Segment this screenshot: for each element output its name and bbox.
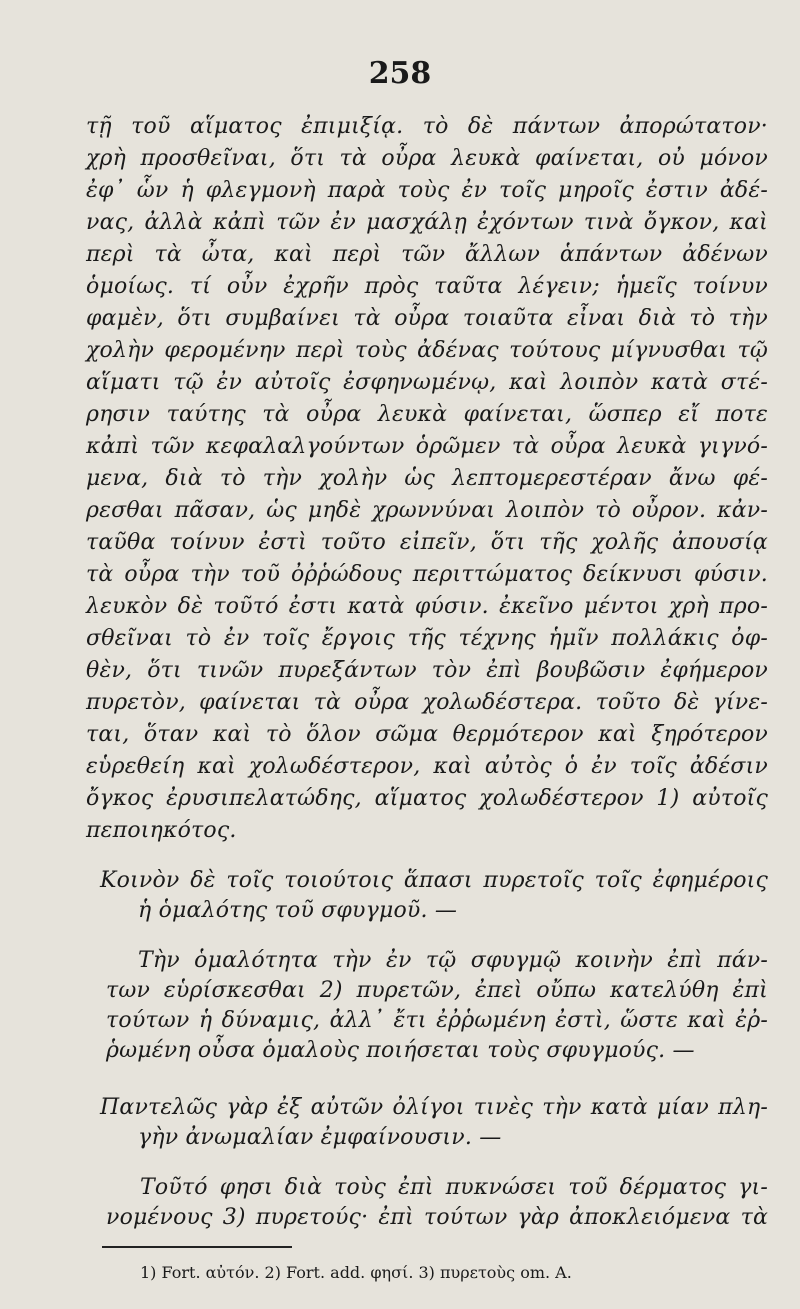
text-line: περὶ τὰ ὦτα, καὶ περὶ τῶν ἄλλων ἁπάντων ἀδένων <box>86 242 768 267</box>
text-line: χρὴ προσθεῖναι, ὅτι τὰ οὖρα λευκὰ φαίνεται, οὐ μόνον <box>86 146 768 171</box>
text-line: τὰ οὖρα τὴν τοῦ ὀῤῥώδους περιττώματος δείκνυσι φύσιν. <box>86 562 768 587</box>
text-line: ὄγκος ἐρυσιπελατώδης, αἵματος χολωδέστερον 1) αὐτοῖς <box>86 786 768 811</box>
footnote-rule <box>102 1246 292 1248</box>
text-line: Τοῦτό φησι διὰ τοὺς ἐπὶ πυκνώσει τοῦ δέρματος γι- <box>140 1175 768 1200</box>
text-line: νομένους 3) πυρετούς· ἐπὶ τούτων γὰρ ἀποκλειόμενα τὰ <box>106 1205 768 1230</box>
text-line: Τὴν ὁμαλότητα τὴν ἐν τῷ σφυγμῷ κοινὴν ἐπὶ πάν- <box>138 948 768 973</box>
lemma-line: Κοινὸν δὲ τοῖς τοιούτοις ἅπασι πυρετοῖς τοῖς ἐφημέροις <box>100 868 768 893</box>
text-line: νας, ἀλλὰ κἀπὶ τῶν ἐν μασχάλῃ ἐχόντων τινὰ ὄγκον, καὶ <box>86 210 768 235</box>
text-line: ὁμοίως. τί οὖν ἐχρῆν πρὸς ταῦτα λέγειν; ἡμεῖς τοίνυν <box>86 274 768 299</box>
text-line: ρησιν ταύτης τὰ οὖρα λευκὰ φαίνεται, ὥσπερ εἴ ποτε <box>86 402 768 427</box>
text-line: ῥωμένη οὖσα ὁμαλοὺς ποιήσεται τοὺς σφυγμούς. — <box>106 1038 695 1063</box>
text-line: πεποιηκότος. <box>86 818 237 843</box>
text-line: κἀπὶ τῶν κεφαλαλγούντων ὁρῶμεν τὰ οὖρα λευκὰ γιγνό- <box>86 434 768 459</box>
page-number: 258 <box>368 56 432 91</box>
text-line: αἵματι τῷ ἐν αὐτοῖς ἐσφηνωμένῳ, καὶ λοιπὸν κατὰ στέ- <box>86 370 768 395</box>
lemma-line: Παντελῶς γὰρ ἐξ αὐτῶν ὀλίγοι τινὲς τὴν κατὰ μίαν πλη- <box>100 1095 768 1120</box>
text-line: πυρετὸν, φαίνεται τὰ οὖρα χολωδέστερα. τοῦτο δὲ γίνε- <box>86 690 768 715</box>
text-line: των εὑρίσκεσθαι 2) πυρετῶν, ἐπεὶ οὔπω κατελύθη ἐπὶ <box>106 978 768 1003</box>
text-line: τούτων ἡ δύναμις, ἀλλ᾽ ἔτι ἐῤῥωμένη ἐστὶ, ὥστε καὶ ἐῤ- <box>106 1008 768 1033</box>
text-line: ταῦθα τοίνυν ἐστὶ τοῦτο εἰπεῖν, ὅτι τῆς χολῆς ἀπουσίᾳ <box>86 530 768 555</box>
text-line: εὑρεθείη καὶ χολωδέστερον, καὶ αὐτὸς ὁ ἐν τοῖς ἀδέσιν <box>86 754 768 779</box>
text-line: ρεσθαι πᾶσαν, ὡς μηδὲ χρωννύναι λοιπὸν τὸ οὖρον. κἀν- <box>86 498 768 523</box>
text-line: θὲν, ὅτι τινῶν πυρεξάντων τὸν ἐπὶ βουβῶσιν ἐφήμερον <box>86 658 768 683</box>
text-line: ται, ὅταν καὶ τὸ ὅλον σῶμα θερμότερον καὶ ξηρότερον <box>86 722 768 747</box>
text-line: ἐφ᾽ ὧν ἡ φλεγμονὴ παρὰ τοὺς ἐν τοῖς μηροῖς ἐστιν ἀδέ- <box>86 178 768 203</box>
text-line: φαμὲν, ὅτι συμβαίνει τὰ οὖρα τοιαῦτα εἶναι διὰ τὸ τὴν <box>86 306 768 331</box>
text-line: σθεῖναι τὸ ἐν τοῖς ἔργοις τῆς τέχνης ἡμῖν πολλάκις ὀφ- <box>86 626 768 651</box>
text-line: τῇ τοῦ αἵματος ἐπιμιξίᾳ. τὸ δὲ πάντων ἀπορώτατον· <box>86 114 768 139</box>
text-line: μενα, διὰ τὸ τὴν χολὴν ὡς λεπτομερεστέραν ἄνω φέ- <box>86 466 768 491</box>
footnotes: 1) Fort. αὐτόν. 2) Fort. add. φησί. 3) πυρετοὺς om. A. <box>140 1263 572 1282</box>
text-line: χολὴν φερομένην περὶ τοὺς ἀδένας τούτους μίγνυσθαι τῷ <box>86 338 768 363</box>
text-line: λευκὸν δὲ τοῦτό ἐστι κατὰ φύσιν. ἐκεῖνο μέντοι χρὴ προ- <box>86 594 768 619</box>
lemma-line: ἡ ὁμαλότης τοῦ σφυγμοῦ. — <box>138 898 458 923</box>
lemma-line: γὴν ἀνωμαλίαν ἐμφαίνουσιν. — <box>138 1125 502 1150</box>
